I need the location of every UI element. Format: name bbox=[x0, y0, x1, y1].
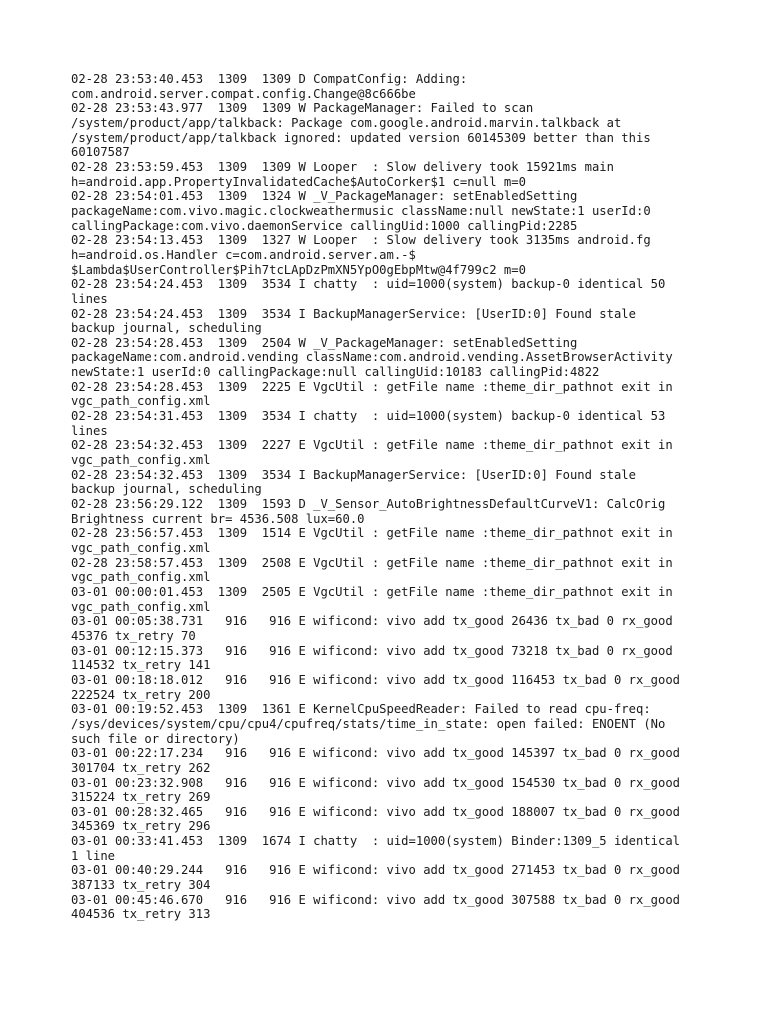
log-entry: 02-28 23:54:24.453 1309 3534 I BackupManagerService: [UserID:0] Found stale backup journal, scheduling bbox=[71, 306, 636, 336]
log-document bbox=[71, 72, 701, 922]
log-entry: 02-28 23:56:57.453 1309 1514 E VgcUtil : getFile name :theme_dir_pathnot exit in vgc_path_config.xml bbox=[71, 526, 673, 555]
log-entry: 02-28 23:58:57.453 1309 2508 E VgcUtil : getFile name :theme_dir_pathnot exit in vgc_path_config.xml bbox=[71, 555, 673, 585]
log-entry: 02-28 23:54:24.453 1309 3534 I chatty : uid=1000(system) backup-0 identical 50 lines bbox=[71, 277, 666, 306]
log-entry: 03-01 00:12:15.373 916 916 E wificond: vivo add tx_good 73218 tx_bad 0 rx_good 114532 tx_retry 141 bbox=[71, 643, 673, 673]
log-entry: 03-01 00:22:17.234 916 916 E wificond: vivo add tx_good 145397 tx_bad 0 rx_good 301704 tx_retry 262 bbox=[71, 746, 681, 775]
log-entry: 02-28 23:54:13.453 1309 1327 W Looper : Slow delivery took 3135ms android.fg h=android.os.Handler c=com.android.server.am.-$ $Lambda$UserController$Pih7tcLApDzPmXN5YpO0gEbpMtw@4f799c2 m=0 bbox=[71, 233, 651, 277]
log-entry: 03-01 00:40:29.244 916 916 E wificond: vivo add tx_good 271453 tx_bad 0 rx_good 387133 tx_retry 304 bbox=[71, 863, 681, 893]
log-entry: 03-01 00:33:41.453 1309 1674 I chatty : uid=1000(system) Binder:1309_5 identical 1 line bbox=[71, 834, 681, 863]
log-entry: 02-28 23:53:40.453 1309 1309 D CompatConfig: Adding: com.android.server.compat.config.Change@8c666be bbox=[71, 72, 468, 101]
log-entry: 03-01 00:19:52.453 1309 1361 E KernelCpuSpeedReader: Failed to read cpu-freq: /sys/devices/system/cpu/cpu4/cpufreq/stats/time_in_state: open failed: ENOENT (No such file or directory) bbox=[71, 702, 666, 746]
log-entry: 03-01 00:18:18.012 916 916 E wificond: vivo add tx_good 116453 tx_bad 0 rx_good 222524 tx_retry 200 bbox=[71, 672, 681, 702]
log-entry: 03-01 00:23:32.908 916 916 E wificond: vivo add tx_good 154530 tx_bad 0 rx_good 315224 tx_retry 269 bbox=[71, 775, 681, 805]
log-entry: 02-28 23:54:28.453 1309 2225 E VgcUtil : getFile name :theme_dir_pathnot exit in vgc_path_config.xml bbox=[71, 379, 673, 409]
log-entry: 02-28 23:56:29.122 1309 1593 D _V_Sensor_AutoBrightnessDefaultCurveV1: CalcOrig Brightness current br= 4536.508 lux=60.0 bbox=[71, 497, 666, 526]
log-entry: 02-28 23:53:59.453 1309 1309 W Looper : Slow delivery took 15921ms main h=android.app.PropertyInvalidatedCache$AutoCorker$1 c=null m=0 bbox=[71, 159, 614, 189]
log-entry: 03-01 00:05:38.731 916 916 E wificond: vivo add tx_good 26436 tx_bad 0 rx_good 45376 tx_retry 70 bbox=[71, 614, 673, 643]
log-entry: 02-28 23:54:32.453 1309 3534 I BackupManagerService: [UserID:0] Found stale backup journal, scheduling bbox=[71, 467, 636, 497]
log-entry: 02-28 23:54:28.453 1309 2504 W _V_PackageManager: setEnabledSetting packageName:com.android.vending className:com.android.vending.AssetBrowserActivity newState:1 userId:0 callingPackage:null callingUid:10183 callingPid:4822 bbox=[71, 335, 673, 380]
log-entry: 02-28 23:54:32.453 1309 2227 E VgcUtil : getFile name :theme_dir_pathnot exit in vgc_path_config.xml bbox=[71, 438, 673, 468]
log-entry: 02-28 23:54:31.453 1309 3534 I chatty : uid=1000(system) backup-0 identical 53 lines bbox=[71, 409, 666, 438]
log-entry: 02-28 23:54:01.453 1309 1324 W _V_PackageManager: setEnabledSetting packageName:com.vivo.magic.clockweathermusic className:null newState:1 userId:0 callingPackage:com.vivo.daemonService callingUid:1000 callingPid:2285 bbox=[71, 189, 651, 233]
log-entry: 02-28 23:53:43.977 1309 1309 W PackageManager: Failed to scan /system/product/app/talkback: Package com.google.android.marvin.talkback at /system/product/app/talkback ignored: updated version 60145309 better than this 60107587 bbox=[71, 101, 651, 160]
log-entry: 03-01 00:45:46.670 916 916 E wificond: vivo add tx_good 307588 tx_bad 0 rx_good 404536 tx_retry 313 bbox=[71, 892, 681, 922]
log-entry: 03-01 00:00:01.453 1309 2505 E VgcUtil : getFile name :theme_dir_pathnot exit in vgc_path_config.xml bbox=[71, 584, 673, 614]
log-entry: 03-01 00:28:32.465 916 916 E wificond: vivo add tx_good 188007 tx_bad 0 rx_good 345369 tx_retry 296 bbox=[71, 804, 681, 834]
